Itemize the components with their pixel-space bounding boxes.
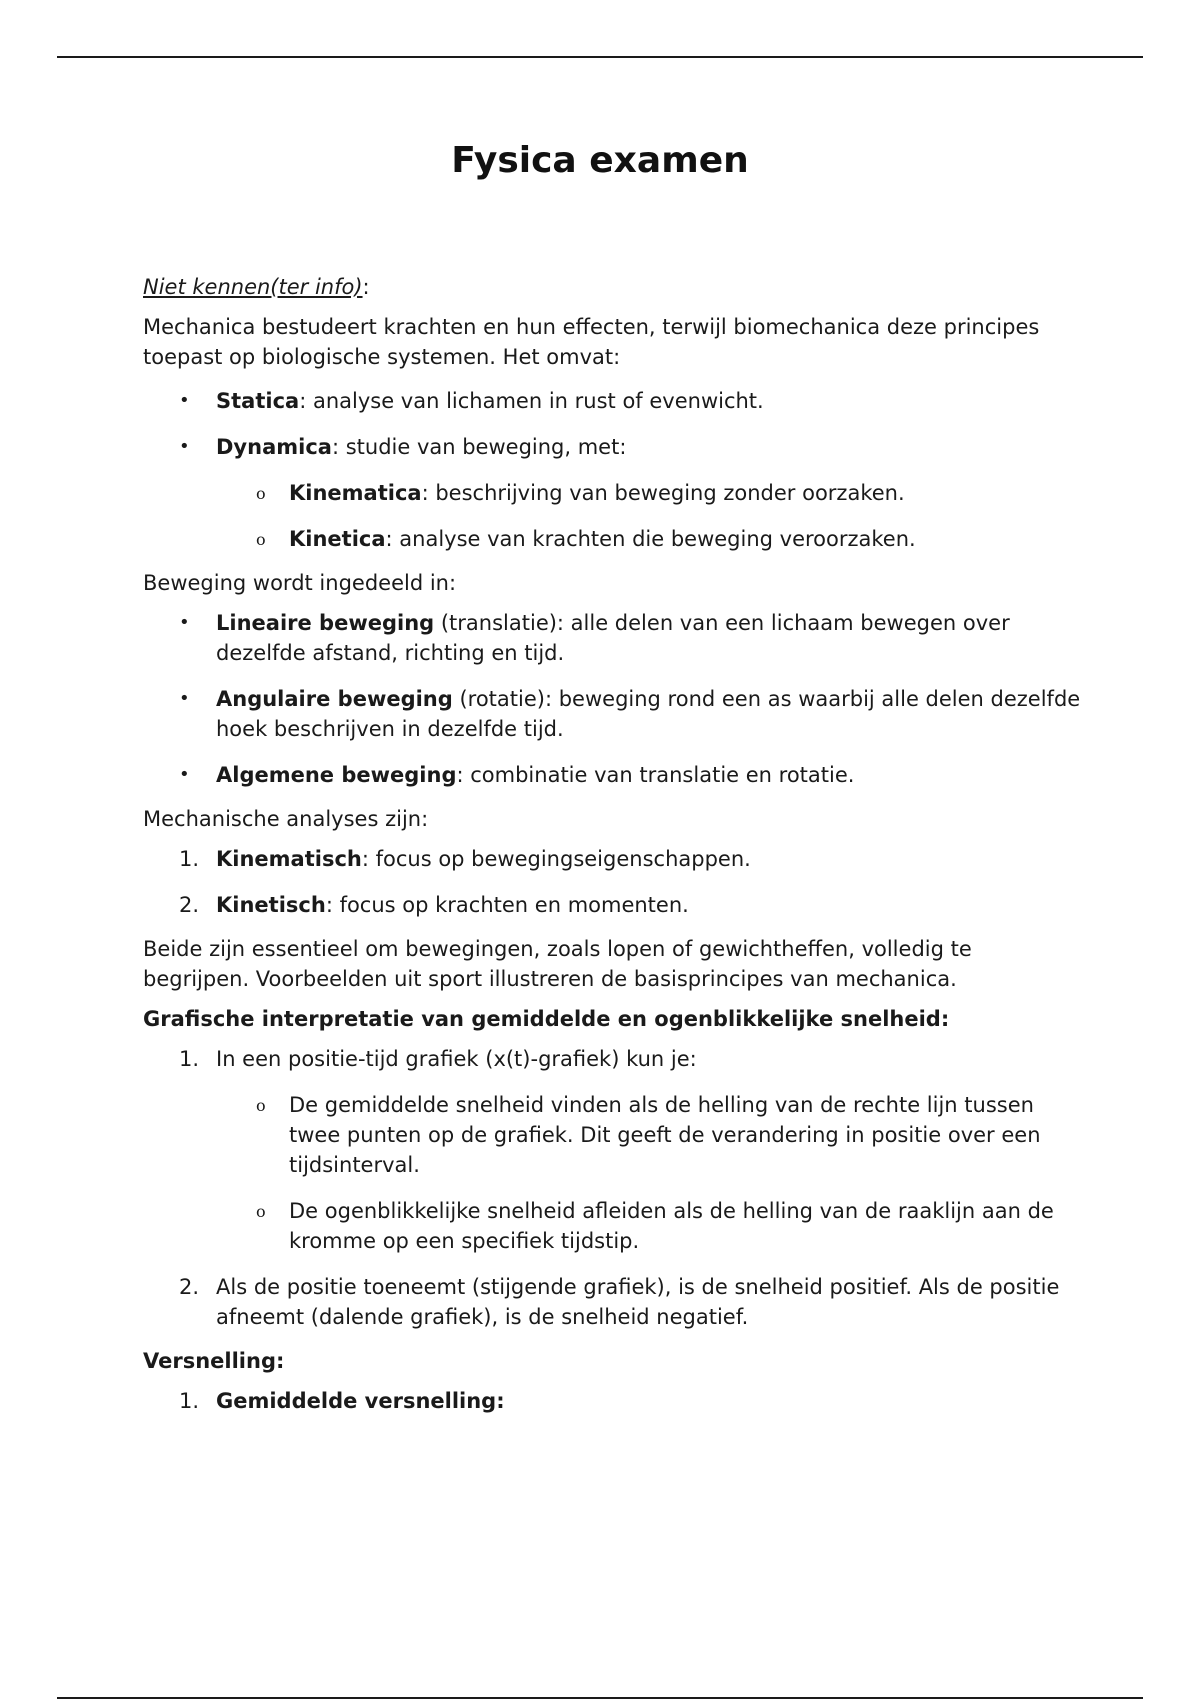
- list-item: [143, 890, 1083, 920]
- term-text: : analyse van krachten die beweging veroorzaken.: [385, 527, 916, 551]
- term-text: (rotatie): beweging rond een as waarbij alle delen dezelfde hoek beschrijven in dezelfde tijd.: [216, 687, 1081, 741]
- list-item: [143, 608, 1083, 668]
- bullet-marker: •: [179, 688, 190, 709]
- item-text: Als de positie toeneemt (stijgende grafiek), is de snelheid positief. Als de positie afneemt (dalende grafiek), is de snelheid negatief.: [216, 1275, 1060, 1329]
- graph-heading: Grafische interpretatie van gemiddelde en ogenblikkelijke snelheid:: [143, 1007, 950, 1031]
- term-algemene: Algemene beweging: [216, 763, 457, 787]
- list-item: [143, 386, 1083, 416]
- sub-text: De gemiddelde snelheid vinden als de helling van de rechte lijn tussen twee punten op de grafiek. Dit geeft de verandering in positie over een tijdsinterval.: [289, 1093, 1041, 1177]
- bullet-marker: •: [179, 764, 190, 785]
- page-title: Fysica examen: [451, 140, 749, 181]
- list-item: [143, 1386, 1083, 1416]
- list-number: 1.: [179, 847, 200, 871]
- motion-intro: Beweging wordt ingedeeld in:: [143, 571, 457, 595]
- footer-rule: [57, 1697, 1143, 1699]
- term-dynamica: Dynamica: [216, 435, 332, 459]
- term-kinetica: Kinetica: [289, 527, 386, 551]
- analysis-list: [143, 844, 1083, 920]
- sub-marker: o: [256, 1096, 266, 1115]
- term-text: : focus op krachten en momenten.: [325, 893, 689, 917]
- sub-marker: o: [256, 1202, 266, 1221]
- accel-list: [143, 1386, 1083, 1416]
- list-number: 2.: [179, 1275, 200, 1299]
- summary-paragraph: Beide zijn essentieel om bewegingen, zoals lopen of gewichtheffen, volledig te begrijpen. Voorbeelden uit sport illustreren de basisprincipes van mechanica.: [143, 937, 972, 991]
- sub-text: De ogenblikkelijke snelheid afleiden als de helling van de raaklijn aan de kromme op een specifiek tijdstip.: [289, 1199, 1054, 1253]
- list-item: [143, 1044, 1083, 1256]
- graph-list: [143, 1044, 1083, 1332]
- list-number: 1.: [179, 1389, 200, 1413]
- document-body: [143, 272, 1083, 1430]
- intro-paragraph: Mechanica bestudeert krachten en hun effecten, terwijl biomechanica deze principes toepast op biologische systemen. Het omvat:: [143, 315, 1040, 369]
- term-text: : combinatie van translatie en rotatie.: [456, 763, 855, 787]
- sublist-item: [216, 524, 1083, 554]
- term-angulaire: Angulaire beweging: [216, 687, 453, 711]
- list-item: [143, 432, 1083, 554]
- list-item: [143, 684, 1083, 744]
- list-item: [143, 844, 1083, 874]
- accel-heading: Versnelling:: [143, 1349, 285, 1373]
- term-lineaire: Lineaire beweging: [216, 611, 435, 635]
- intro-label-line: [143, 272, 1083, 302]
- list-number: 1.: [179, 1047, 200, 1071]
- term-kinematisch: Kinematisch: [216, 847, 362, 871]
- term-text: : beschrijving van beweging zonder oorzaken.: [421, 481, 905, 505]
- sublist-item: [216, 1196, 1083, 1256]
- sub-marker: o: [256, 484, 266, 503]
- item-text: In een positie-tijd grafiek (x(t)-grafiek) kun je:: [216, 1047, 697, 1071]
- sublist-item: [216, 478, 1083, 508]
- intro-label-suffix: :: [362, 275, 370, 299]
- mechanics-list: [143, 386, 1083, 554]
- term-statica: Statica: [216, 389, 300, 413]
- term-text: : focus op bewegingseigenschappen.: [361, 847, 751, 871]
- list-item: [143, 1272, 1083, 1332]
- term-text: : studie van beweging, met:: [331, 435, 627, 459]
- bullet-marker: •: [179, 612, 190, 633]
- term-text: (translatie): alle delen van een lichaam bewegen over dezelfde afstand, richting en tijd.: [216, 611, 1010, 665]
- term-kinematica: Kinematica: [289, 481, 422, 505]
- intro-label: Niet kennen(ter info): [143, 275, 363, 299]
- header-rule: [57, 56, 1143, 58]
- sub-marker: o: [256, 530, 266, 549]
- term-text: : analyse van lichamen in rust of evenwicht.: [299, 389, 764, 413]
- list-item: [143, 760, 1083, 790]
- bullet-marker: •: [179, 436, 190, 457]
- motion-list: [143, 608, 1083, 790]
- dynamica-sublist: [216, 478, 1083, 554]
- list-number: 2.: [179, 893, 200, 917]
- term-gemiddelde-versnelling: Gemiddelde versnelling:: [216, 1389, 505, 1413]
- analysis-intro: Mechanische analyses zijn:: [143, 807, 429, 831]
- term-kinetisch: Kinetisch: [216, 893, 326, 917]
- sublist-item: [216, 1090, 1083, 1180]
- graph-sublist: [216, 1090, 1083, 1256]
- bullet-marker: •: [179, 390, 190, 411]
